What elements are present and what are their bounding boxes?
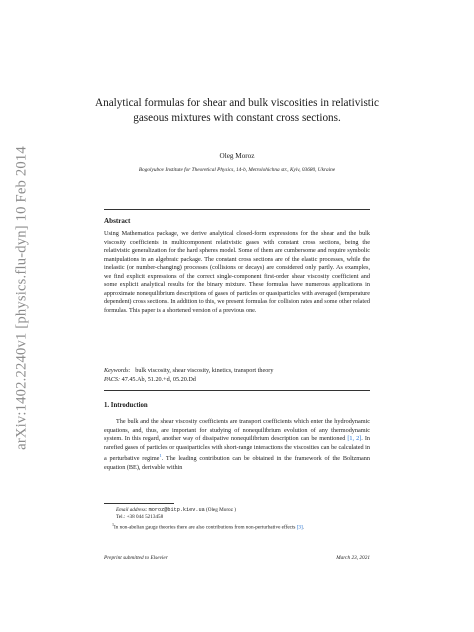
footnote-1 <box>104 521 370 532</box>
footnote-1-end: . <box>302 524 305 531</box>
abstract-heading: Abstract <box>104 217 131 225</box>
pacs-line <box>104 376 370 385</box>
email-label: Email address: <box>116 507 148 513</box>
tel: Tel.: +38 044 5213458 <box>116 514 164 520</box>
author: Oleg Moroz <box>219 152 255 160</box>
email-address[interactable]: moroz@bitp.kiev.ua <box>148 507 205 513</box>
abstract-top-rule <box>104 209 370 210</box>
abstract-text: Using Mathematica package, we derive analytical closed-form expressions for the shear and the bulk viscosity coefficients in multicomponent relativistic gases with constant cross sections, being the relativistic generalization for the hard spheres model. Some of them are cumbersome and require symbolic manipulations in an algebraic package. The constant cross sections are of the elastic processes, while the inelastic (or number-changing) processes (collisions or decays) are considered only partly. As examples, we find explicit expressions of the correct single-component first-order shear viscosity coefficient and some explicit analytical results for the binary mixture. These formulas have numerous applications in approximate nonequilibrium descriptions of gases of particles or quasiparticles with averaged (temperature dependent) cross sections. In addition to this, we present formulas for collision rates and some other related formulas. This paper is a shortened version of a previous one. <box>104 230 370 314</box>
pacs: 47.45.Ab, 51.20.+d, 05.20.Dd <box>121 375 196 383</box>
footnote-mark-link[interactable]: 1 <box>159 453 162 458</box>
citation-link[interactable]: [1, 2] <box>347 435 362 442</box>
tel-footnote <box>104 514 370 521</box>
preprint-note: Preprint submitted to Elsevier <box>104 555 168 561</box>
keywords-label: Keywords: <box>104 367 131 374</box>
keywords: bulk viscosity, shear viscosity, kinetics, transport theory <box>135 367 274 374</box>
footer-date: March 23, 2021 <box>336 555 370 561</box>
affiliation: Bogolyubov Institute for Theoretical Physics, 14-b, Metrolohichna str., Kyiv, 03680, Ukraine <box>138 167 336 173</box>
section-heading: 1. Introduction <box>104 402 148 409</box>
paper-title: Analytical formulas for shear and bulk viscosities in relativistic gaseous mixtures with constant cross sections. <box>95 97 379 124</box>
keywords-block <box>104 367 370 385</box>
intro-text-2: . In rarefied gases of particles or quasiparticles with short-range interactions the viscosities can be calculated in a perturbative regime <box>104 435 371 463</box>
abstract-bottom-rule <box>104 390 370 391</box>
arxiv-stamp <box>8 128 36 468</box>
footnote-1-text: In non-abelian gauge theories there are also contributions from non-perturbative effects <box>114 524 296 531</box>
intro-paragraph <box>104 418 370 472</box>
email-footnote <box>104 507 370 514</box>
arxiv-id: arXiv:1402.2240v1 [physics.flu-dyn] 10 Feb 2014 <box>13 146 30 450</box>
keywords-line <box>104 367 370 376</box>
footnote-citation-link[interactable]: [3] <box>296 524 303 531</box>
email-name: (Oleg Moroz ) <box>206 507 236 513</box>
footnote-rule <box>104 503 174 504</box>
page-footer <box>104 555 370 561</box>
intro-text-1: The bulk and the shear viscosity coefficients are transport coefficients which enter the hydrodynamic equations, and, thus, are important for studying of nonequilibrium evolution of any thermodynamic system. In this regard, another way of dissipative nonequilibrium description can be mentioned <box>104 418 370 442</box>
footnote-1-mark: 1 <box>112 522 114 527</box>
pacs-label: PACS: <box>104 375 121 383</box>
intro-text-3: . The leading contribution can be obtained in the framework of the Boltzmann equation (BE), derivable within <box>104 455 370 471</box>
